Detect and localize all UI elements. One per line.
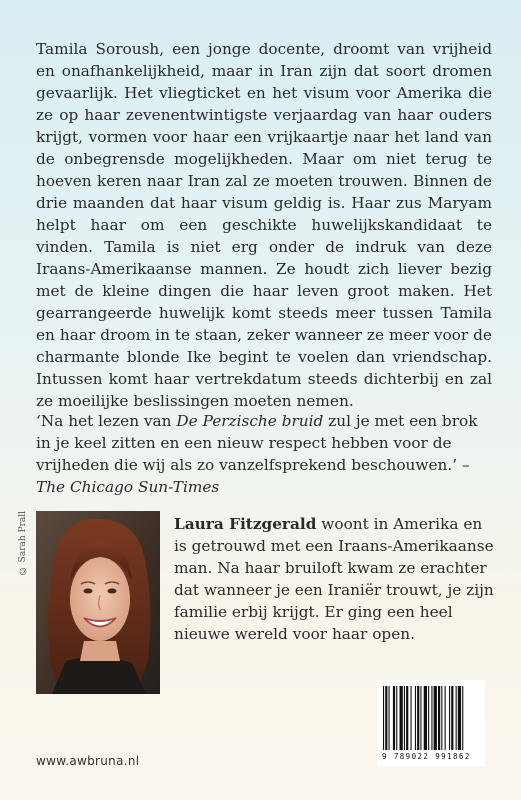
isbn-number: 9 789022 991862 (382, 752, 471, 761)
barcode-bar (451, 686, 453, 750)
author-portrait-image (36, 511, 160, 694)
barcode-bar (400, 686, 403, 750)
barcode-bar (385, 686, 387, 750)
quote-open: ‘Na het lezen van (36, 412, 177, 430)
barcode-bar (383, 686, 384, 750)
barcode-bar (389, 686, 390, 750)
barcode-bar (438, 686, 440, 750)
author-name: Laura Fitzgerald (174, 515, 317, 533)
author-photo (36, 511, 160, 694)
publisher-website[interactable]: www.awbruna.nl (36, 754, 140, 768)
barcode-bar (411, 686, 412, 750)
barcode-bar (420, 686, 421, 750)
barcode-bar (456, 686, 457, 750)
barcode-bar (462, 686, 463, 750)
barcode-bar (428, 686, 429, 750)
barcode-bar (445, 686, 446, 750)
barcode-bar (406, 686, 408, 750)
barcode-bar (415, 686, 416, 750)
photo-credit: © Sarah Prall (18, 511, 28, 576)
barcode-bar (434, 686, 437, 750)
barcode-bar (393, 686, 395, 750)
barcode-bar (458, 686, 461, 750)
barcode-bar (424, 686, 427, 750)
quote-book-title: De Perzische bruid (176, 412, 324, 430)
barcode-bar (396, 686, 397, 750)
author-bio-text: woont in Amerika en is getrouwd met een Iraans-Amerikaanse man. Na haar bruiloft kwam ze erachter dat wanneer je een Iraniër trouwt, je zijn familie erbij krijgt. Er ging een heel nieuwe wereld voor haar open. (174, 515, 494, 643)
barcode-bar (404, 686, 405, 750)
barcode-bar (449, 686, 450, 750)
barcode-bar (431, 686, 432, 750)
quote-body: zul je met een brok in je keel zitten en een nieuw respect hebben voor de vrijheden die wij als zo vanzelfsprekend beschouwen.’ – (36, 412, 478, 474)
barcode-bar (441, 686, 442, 750)
author-bio (174, 513, 494, 645)
barcode-bar (417, 686, 419, 750)
press-quote (36, 410, 492, 498)
quote-source: The Chicago Sun-Times (36, 478, 220, 496)
book-blurb: Tamila Soroush, een jonge docente, droomt van vrijheid en onafhankelijkheid, maar in Iran zijn dat soort dromen gevaarlijk. Het vliegticket en het visum voor Amerika die ze op haar zevenentwintigste verjaardag van haar ouders krijgt, vormen voor haar een vrijkaartje naar het land van de onbegrensde mogelijkheden. Maar om niet terug te hoeven keren naar Iran zal ze moeten trouwen. Binnen de drie maanden dat haar visum geldig is. Haar zus Maryam helpt haar om een geschikte huwelijkskandidaat te vinden. Tamila is niet erg onder de indruk van deze Iraans-Amerikaanse mannen. Ze houdt zich liever bezig met de kleine dingen die haar leven groot maken. Het gearrangeerde huwelijk komt steeds meer tussen Tamila en haar droom in te staan, zeker wanneer ze meer voor de charmante blonde Ike begint te voelen dan vriendschap. Intussen komt haar vertrekdatum steeds dichterbij en zal ze moeilijke beslissingen moeten nemen. (36, 40, 492, 410)
